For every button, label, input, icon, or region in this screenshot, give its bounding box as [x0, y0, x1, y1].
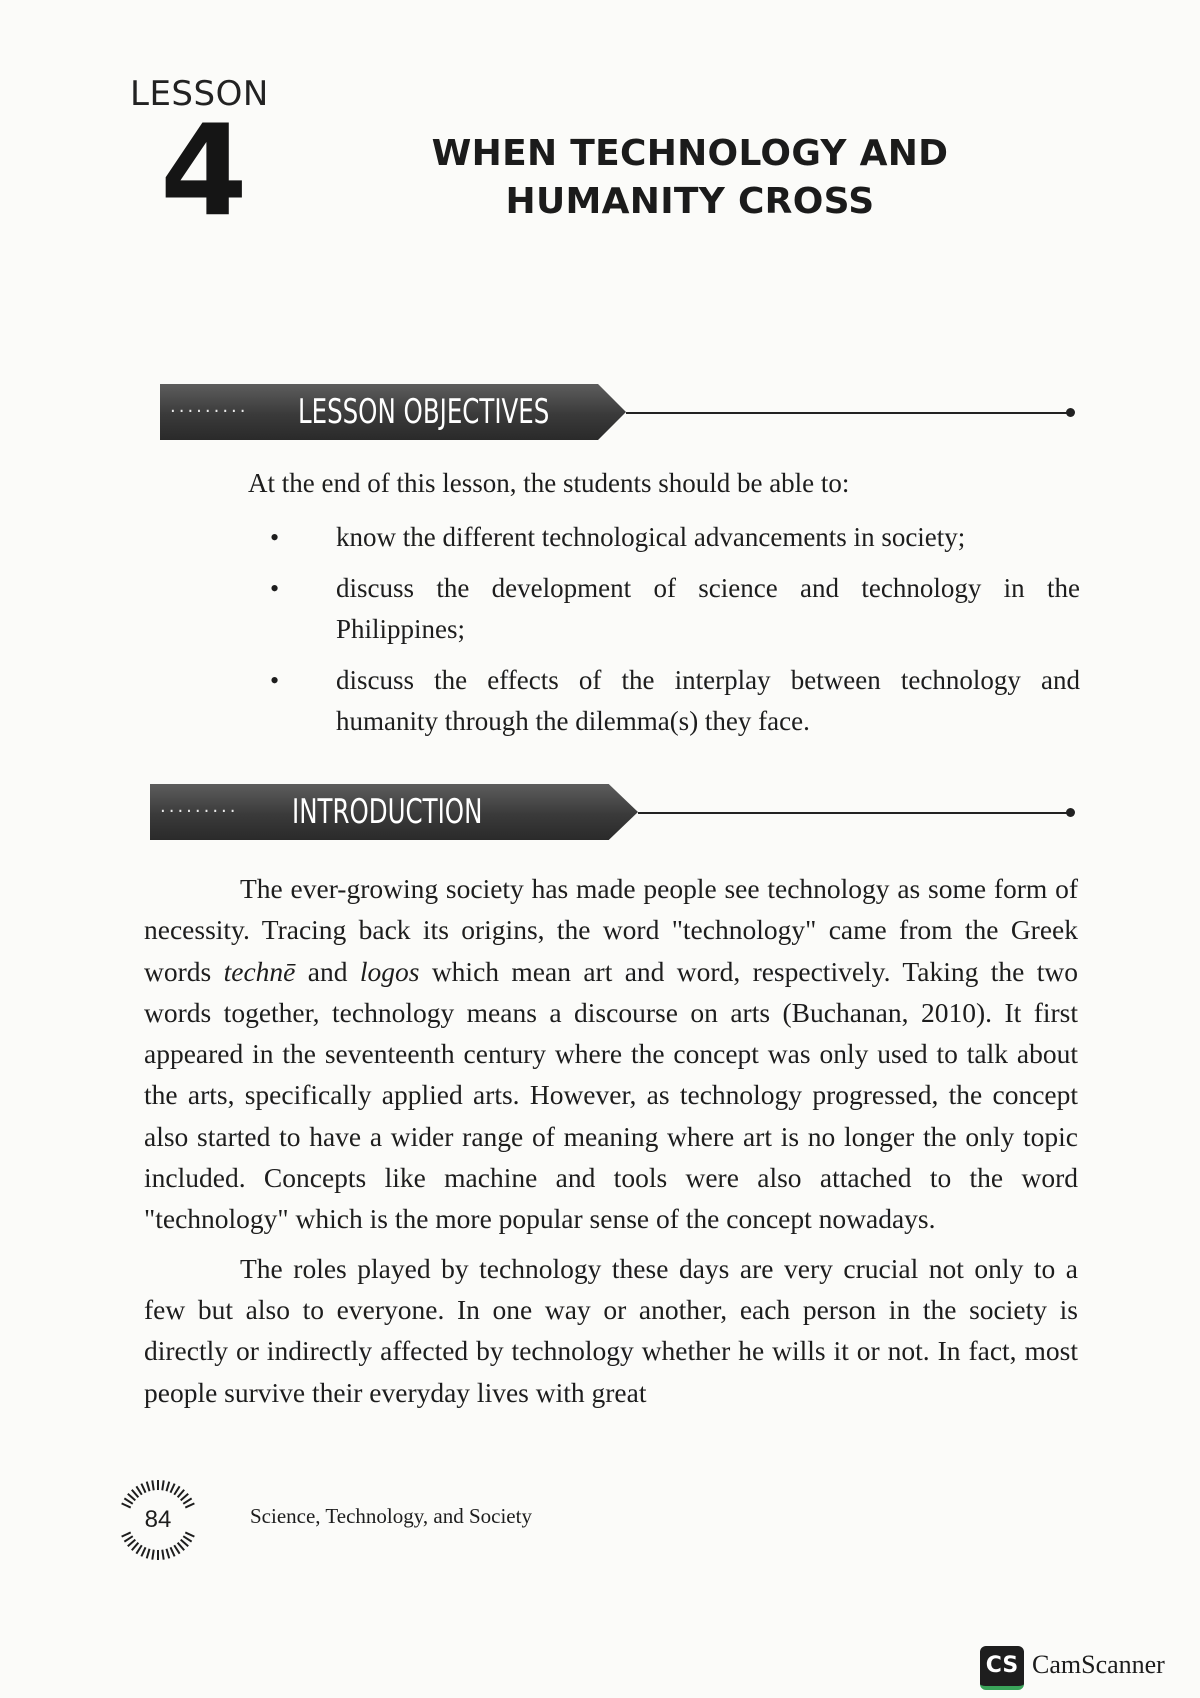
camscanner-logo-icon: CS — [980, 1646, 1024, 1690]
lesson-title-line-1: WHEN TECHNOLOGY AND — [431, 133, 949, 174]
objective-text: discuss the effects of the interplay between technology and humanity through the dilemma(s) they face. — [336, 665, 1080, 736]
objectives-list — [270, 517, 1080, 752]
lesson-title — [380, 130, 1000, 226]
greek-word-logos: logos — [359, 955, 420, 987]
banner-dots: ········· — [160, 801, 239, 822]
paragraph-text: and — [295, 955, 360, 987]
lesson-label: LESSON — [130, 74, 269, 114]
introduction-body — [144, 868, 1078, 1421]
page-number: 84 — [144, 1506, 172, 1533]
banner-dots: ········· — [170, 401, 249, 422]
objective-text: know the different technological advancements in society; — [336, 522, 966, 552]
paragraph-text: which mean art and word, respectively. Taking the two words together, technology means a discourse on arts (Buchanan, 2010). It first appeared in the seventeenth century where the concept was only used to talk about the arts, specifically applied arts. However, as technology progressed, the concept also started to have a wider range of meaning where art is no longer the only topic included. Concepts like machine and tools were also attached to the word "technology" which is the more popular sense of the concept nowadays. — [144, 955, 1078, 1235]
objective-text: discuss the development of science and technology in the Philippines; — [336, 573, 1080, 644]
lesson-title-line-2: HUMANITY CROSS — [505, 181, 875, 222]
list-item — [270, 568, 1080, 650]
list-item — [270, 660, 1080, 742]
lesson-objectives-banner — [160, 384, 1080, 440]
bullet-icon: • — [270, 666, 280, 695]
paragraph: The roles played by technology these days are very crucial not only to a few but also to everyone. In one way or another, each person in the society is directly or indirectly affected by technology whether he wills it or not. In fact, most people survive their everyday lives with great — [144, 1252, 1078, 1408]
camscanner-name: CamScanner — [1032, 1650, 1165, 1679]
lesson-objectives-heading: LESSON OBJECTIVES — [298, 392, 550, 432]
bullet-icon: • — [270, 574, 280, 603]
introduction-heading: INTRODUCTION — [292, 792, 483, 832]
lesson-number: 4 — [160, 97, 248, 244]
banner-rule-end-dot — [1066, 408, 1075, 417]
introduction-banner — [150, 784, 1080, 840]
banner-rule — [626, 412, 1070, 414]
paragraph — [144, 868, 1078, 1240]
book-title: Science, Technology, and Society — [250, 1504, 532, 1528]
paragraph-text: The ever-growing society has made people see technology as some form of necessity. Tracing back its origins, the word "technology" came from the Greek words — [144, 873, 1078, 987]
list-item — [270, 517, 1080, 558]
banner-rule-end-dot — [1066, 808, 1075, 817]
bullet-icon: • — [270, 523, 280, 552]
banner-rule — [638, 812, 1070, 814]
objectives-lead: At the end of this lesson, the students should be able to: — [248, 468, 850, 498]
greek-word-techne: technē — [223, 955, 296, 987]
